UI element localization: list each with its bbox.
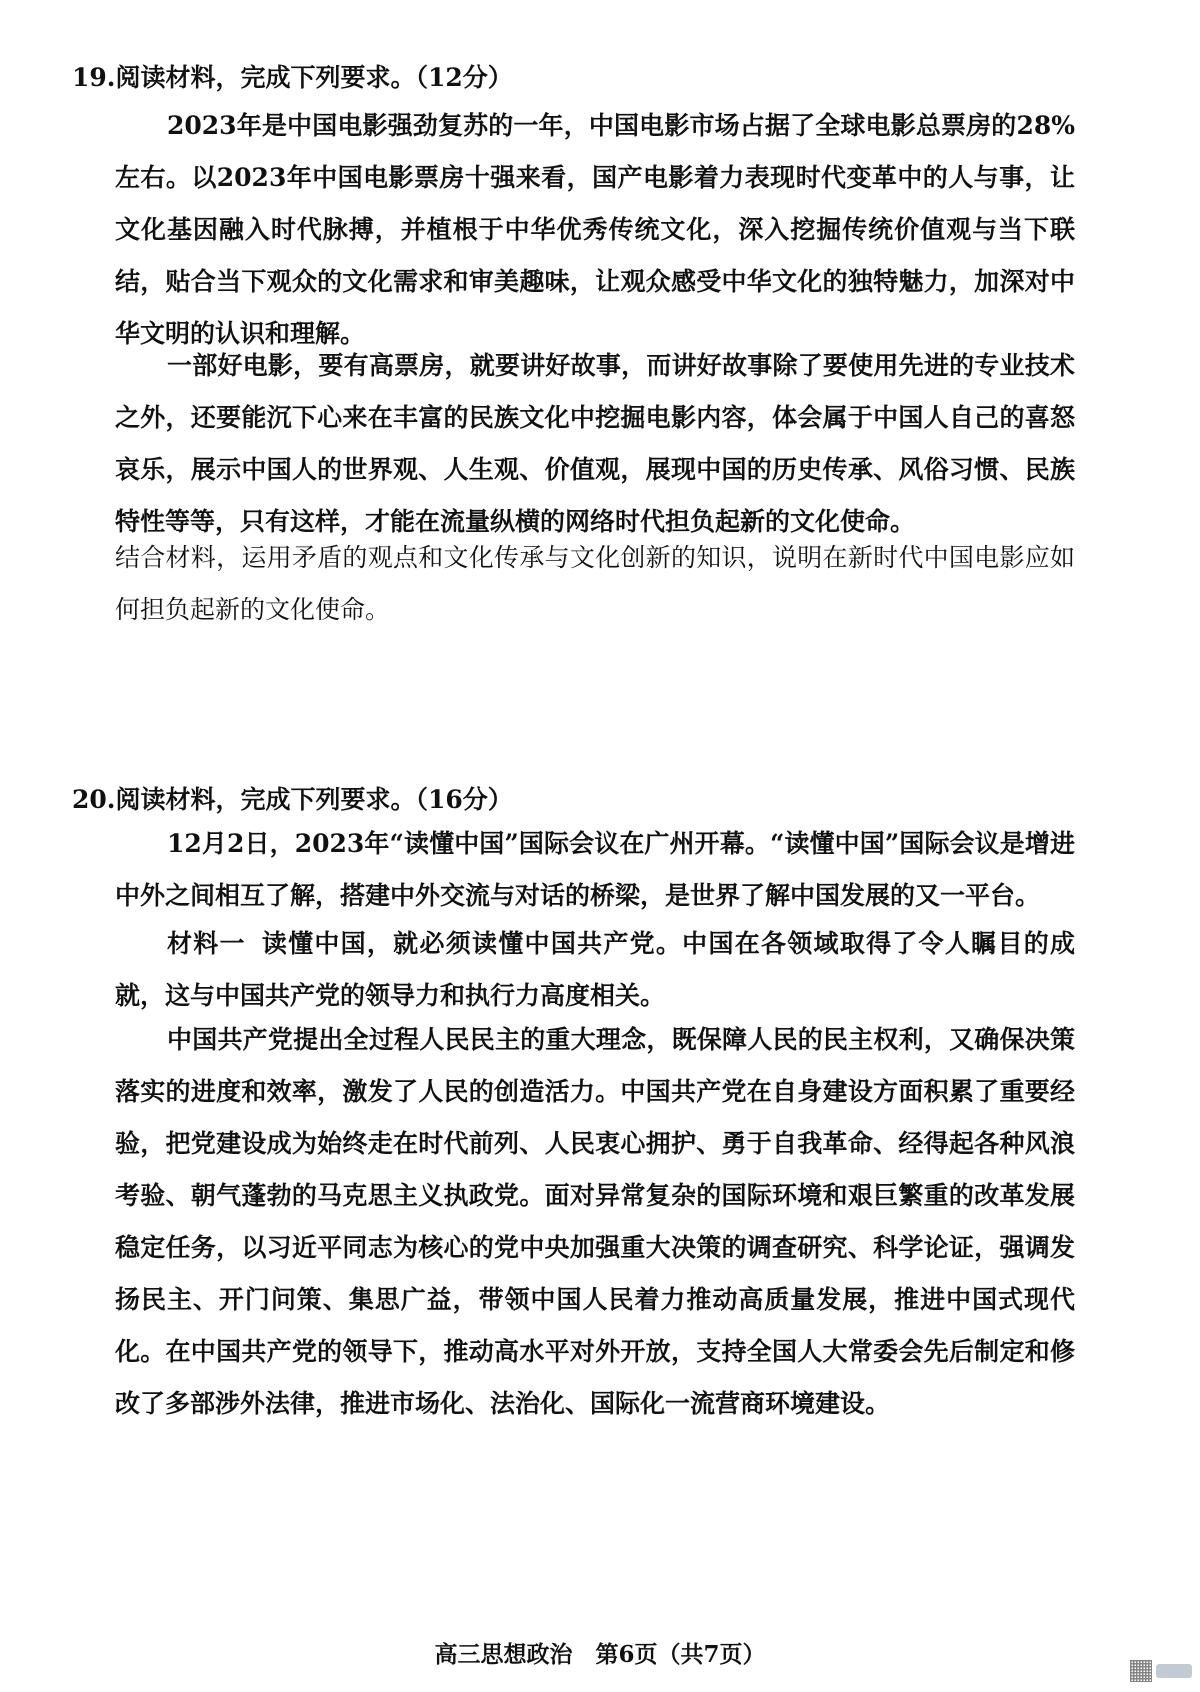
q20-material-paragraph: 中国共产党提出全过程人民民主的重大理念，既保障人民的民主权利，又确保决策落实的进度和效率，激发了人民的创造活力。中国共产党在自身建设方面积累了重要经验，把党建设成为始终走在时代前列、人民衷心拥护、勇于自我革命、经得起各种风浪考验、朝气蓬勃的马克思主义执政党。面对异常复杂的国际环境和艰巨繁重的改革发展稳定任务，以习近平同志为核心的党中央加强重大决策的调查研究、科学论证，强调发扬民主、开门问策、集思广益，带领中国人民着力推动高质量发展，推进中国式现代化。在中国共产党的领导下，推动高水平对外开放，支持全国人大常委会先后制定和修改了多部涉外法律，推进市场化、法治化、国际化一流营商环境建设。 — [115, 1025, 1075, 1418]
material-1-label: 材料一 — [167, 929, 246, 958]
q19-task: 结合材料，运用矛盾的观点和文化传承与文化创新的知识，说明在新时代中国电影应如何担负起新的文化使命。 — [115, 543, 1075, 624]
qr-code-icon — [1130, 1660, 1152, 1682]
page-footer: 高三思想政治 第6页（共7页） — [434, 1641, 766, 1668]
material-1-text: 读懂中国，就必须读懂中国共产党。中国在各领域取得了令人瞩目的成就，这与中国共产党的领导力和执行力高度相关。 — [115, 929, 1075, 1010]
q19-material-paragraph-1: 2023年是中国电影强劲复苏的一年，中国电影市场占据了全球电影总票房的28%左右。以2023年中国电影票房十强来看，国产电影着力表现时代变革中的人与事，让文化基因融入时代脉搏，并植根于中华优秀传统文化，深入挖掘传统价值观与当下联结，贴合当下观众的文化需求和审美趣味，让观众感受中华文化的独特魅力，加深对中华文明的认识和理解。 — [115, 111, 1075, 348]
scanner-logo-icon — [1156, 1664, 1192, 1678]
question-19-heading: 19.阅读材料，完成下列要求。（12分） — [72, 63, 513, 92]
q19-material-paragraph-2: 一部好电影，要有高票房，就要讲好故事，而讲好故事除了要使用先进的专业技术之外，还要能沉下心来在丰富的民族文化中挖掘电影内容，体会属于中国人自己的喜怒哀乐，展示中国人的世界观、人生观、价值观，展现中国的历史传承、风俗习惯、民族特性等等，只有这样，才能在流量纵横的网络时代担负起新的文化使命。 — [115, 351, 1075, 536]
q20-material-1 — [115, 918, 1075, 1022]
question-20-heading: 20.阅读材料，完成下列要求。（16分） — [72, 785, 513, 814]
q20-intro-paragraph: 12月2日，2023年“读懂中国”国际会议在广州开幕。“读懂中国”国际会议是增进中外之间相互了解，搭建中外交流与对话的桥梁，是世界了解中国发展的又一平台。 — [115, 829, 1075, 910]
